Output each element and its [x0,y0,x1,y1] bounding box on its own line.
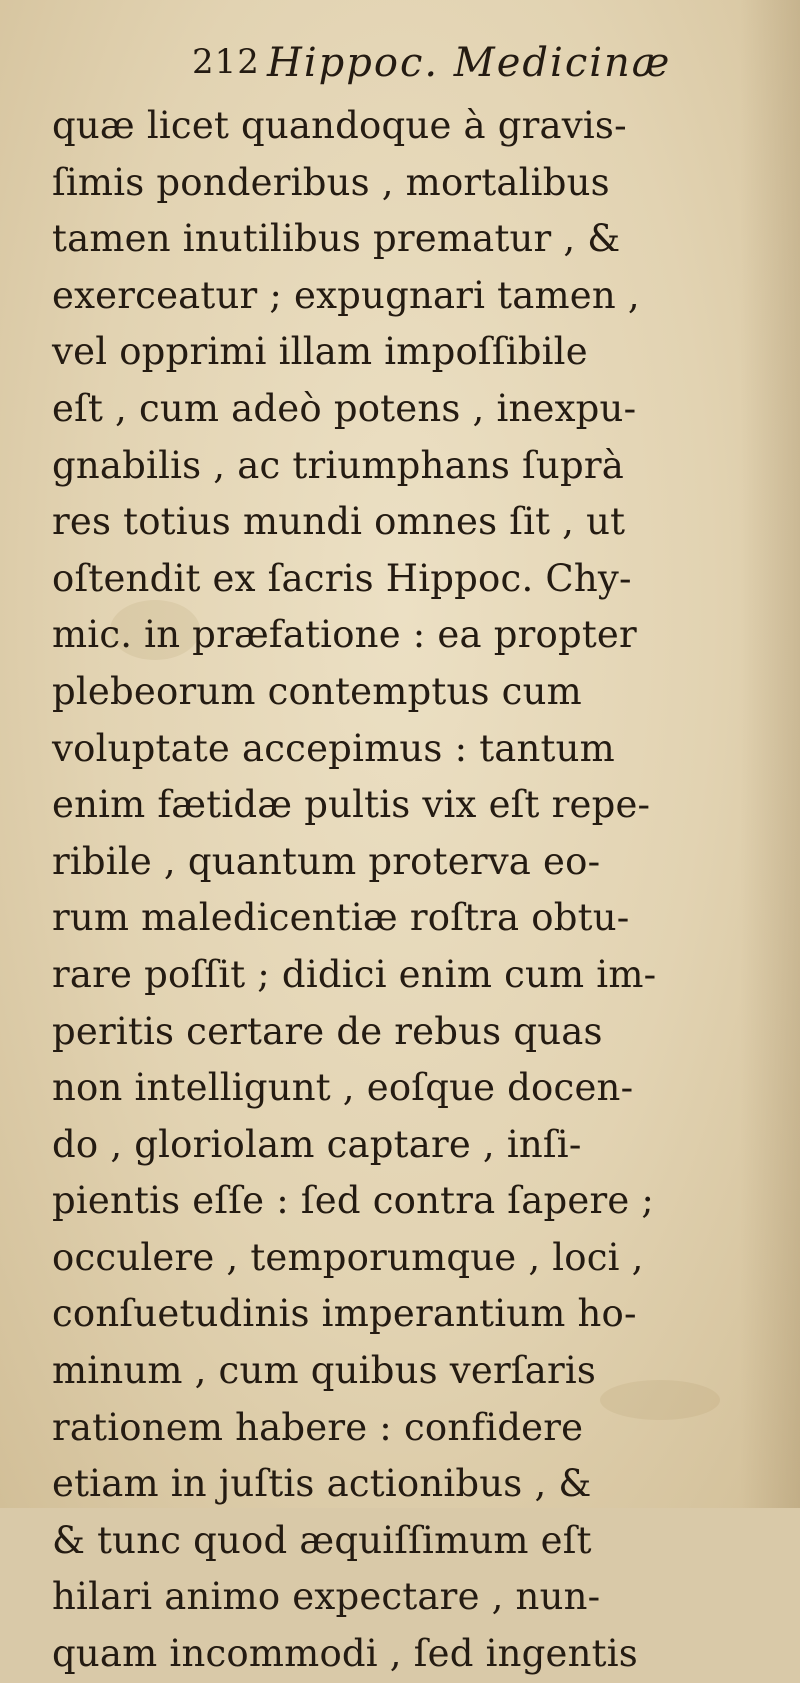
text-line: pientis eſſe : ſed contra ſapere ; [52,1179,655,1223]
text-line: rare poſſit ; didici enim cum im- [52,952,657,996]
text-line: voluptate accepimus : tantum [52,726,615,770]
text-line: do , gloriolam captare , inſi- [52,1122,582,1166]
page-number: 212 [192,42,260,82]
text-line: peritis certare de rebus quas [52,1009,603,1053]
text-line: minum , cum quibus verſaris [52,1349,597,1393]
text-line: tamen inutilibus prematur , & [52,217,621,261]
text-line: hilari animo expectare , nun- [52,1575,601,1619]
text-line: ſimis ponderibus , mortalibus [52,160,610,204]
text-line: etiam in juſtis actionibus , & [52,1462,592,1506]
text-line: quæ licet quandoque à gravis- [52,104,627,147]
text-line: non intelligunt , eoſque docen- [52,1066,634,1110]
text-line: vel opprimi illam impoſſibile [52,330,588,374]
text-line: gnabilis , ac triumphans ſuprà [52,443,624,487]
text-line: occulere , temporumque , loci , [52,1235,644,1279]
text-line: eſt , cum adeò potens , inexpu- [52,386,637,430]
text-line: & tunc quod æquiſſimum eſt [52,1518,592,1562]
running-title: Hippoc. Medicinæ [267,40,672,86]
printed-text-block [52,40,772,1676]
text-line: quam incommodi , ſed ingentis [52,1632,638,1676]
text-line: res totius mundi omnes ſit , ut [52,500,626,544]
page-header [52,40,772,102]
text-line: enim fætidæ pultis vix eſt repe- [52,783,651,827]
text-line: conſuetudinis imperantium ho- [52,1292,637,1336]
text-line: mic. in præfatione : ea propter [52,613,637,657]
text-line: rationem habere : confidere [52,1405,584,1449]
text-line: plebeorum contemptus cum [52,669,582,713]
text-line: oſtendit ex ſacris Hippoc. Chy- [52,556,632,600]
body-text [52,98,772,1683]
text-line: ribile , quantum proterva eo- [52,839,601,883]
text-line: rum maledicentiæ roſtra obtu- [52,896,630,940]
text-line: exerceatur ; expugnari tamen , [52,273,640,317]
